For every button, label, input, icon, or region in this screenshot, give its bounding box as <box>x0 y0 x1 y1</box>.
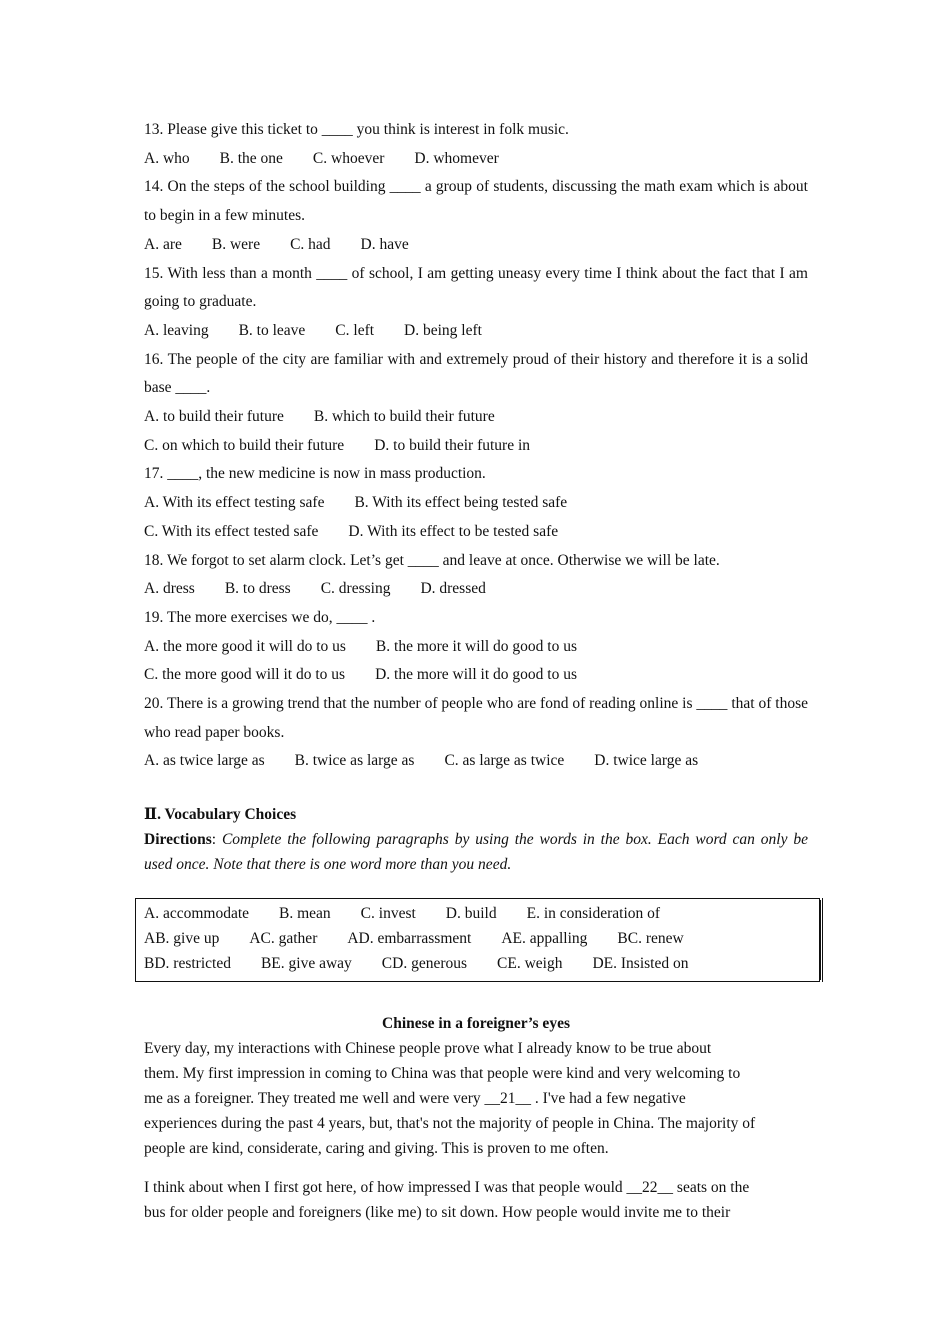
passage-line: I think about when I first got here, of how impressed I was that people would __22__ seats on the <box>144 1179 750 1196</box>
question-stem: 16. The people of the city are familiar with and extremely proud of their history and therefore it is a solid base ____. <box>144 350 808 397</box>
option: D. the more will it do good to us <box>375 666 577 684</box>
word-choice: B. mean <box>279 905 331 922</box>
option-row <box>144 518 808 547</box>
option-row <box>144 231 808 260</box>
word-choice: AC. gather <box>249 930 318 947</box>
option: B. the one <box>219 149 283 167</box>
word-choice: AD. embarrassment <box>347 930 472 947</box>
question-stem: 13. Please give this ticket to ____ you think is interest in folk music. <box>144 121 569 138</box>
word-choice: CE. weigh <box>497 955 563 972</box>
word-choice: BD. restricted <box>144 955 231 972</box>
option-row <box>144 317 808 346</box>
option: D. twice large as <box>594 752 699 770</box>
passage-paragraph <box>144 1036 808 1161</box>
option-row <box>144 145 808 174</box>
option: A. are <box>144 235 182 253</box>
directions-text: Complete the following paragraphs by using the words in the box. Each word can only be used once. Note that there is one word more than you need. <box>144 831 808 874</box>
passage-line: me as a foreigner. They treated me well and were very __21__ . I've had a few negative <box>144 1090 686 1107</box>
option: D. whomever <box>414 149 499 167</box>
option: C. had <box>290 235 331 253</box>
option: C. on which to build their future <box>144 436 345 454</box>
word-choice: A. accommodate <box>144 905 250 922</box>
option: C. whoever <box>312 149 385 167</box>
option-row <box>144 432 808 461</box>
option: A. to build their future <box>144 408 284 426</box>
option: B. to dress <box>224 580 291 598</box>
passage-line: bus for older people and foreigners (like me) to sit down. How people would invite me to their <box>144 1204 731 1221</box>
word-box <box>135 898 820 982</box>
option-row <box>144 747 808 776</box>
question-list <box>144 116 808 877</box>
word-choice: BC. renew <box>617 930 684 947</box>
option: B. to leave <box>238 321 306 339</box>
option-row <box>144 575 808 604</box>
word-choice: D. build <box>445 905 497 922</box>
option: B. which to build their future <box>313 408 495 426</box>
directions-label: Directions <box>144 831 212 849</box>
option-row <box>144 661 808 690</box>
question-stem: 19. The more exercises we do, ____ . <box>144 608 376 626</box>
option: C. left <box>335 321 375 339</box>
word-choice: CD. generous <box>381 955 468 972</box>
option-row <box>144 633 808 662</box>
option: A. as twice large as <box>144 752 265 770</box>
passage-title: Chinese in a foreigner’s eyes <box>382 1015 570 1032</box>
word-row <box>144 926 819 951</box>
passage-line: people are kind, considerate, caring and giving. This is proven to me often. <box>144 1140 609 1157</box>
option: D. being left <box>404 321 482 339</box>
option: D. have <box>360 235 409 253</box>
question-stem: 14. On the steps of the school building ____ a group of students, discussing the math exam which is about to begin in a few minutes. <box>144 178 808 225</box>
option-row <box>144 403 808 432</box>
option: C. With its effect tested safe <box>144 522 319 540</box>
option: A. who <box>144 149 190 167</box>
passage <box>144 1011 808 1239</box>
section-title: Ⅱ. Vocabulary Choices <box>144 806 297 824</box>
option: A. the more good it will do to us <box>144 637 346 655</box>
word-choice: AE. appalling <box>501 930 588 947</box>
word-choice: E. in consideration of <box>526 905 661 922</box>
option: D. With its effect to be tested safe <box>348 522 559 540</box>
passage-line: experiences during the past 4 years, but, that's not the majority of people in China. The majority of <box>144 1115 756 1132</box>
option: A. dress <box>144 580 195 598</box>
passage-line: Every day, my interactions with Chinese people prove what I already know to be true about <box>144 1040 712 1057</box>
question-stem: 20. There is a growing trend that the number of people who are fond of reading online is ____ that of those who read paper books. <box>144 695 808 741</box>
word-choice: BE. give away <box>260 955 352 972</box>
option: D. to build their future in <box>374 436 531 454</box>
option: A. With its effect testing safe <box>144 494 325 512</box>
option: C. the more good will it do to us <box>144 666 346 684</box>
passage-line: them. My first impression in coming to China was that people were kind and very welcoming to <box>144 1065 741 1082</box>
option: C. dressing <box>320 580 391 598</box>
option: B. were <box>211 235 261 253</box>
option: D. dressed <box>420 580 486 598</box>
option: B. With its effect being tested safe <box>354 494 568 512</box>
option: A. leaving <box>144 321 209 339</box>
question-stem: 18. We forgot to set alarm clock. Let’s get ____ and leave at once. Otherwise we will be late. <box>144 551 720 569</box>
option-row <box>144 489 808 518</box>
option: C. as large as twice <box>444 752 565 770</box>
passage-paragraph <box>144 1175 808 1225</box>
option: B. twice as large as <box>294 752 415 770</box>
word-choice: C. invest <box>360 905 416 922</box>
word-choice: DE. Insisted on <box>592 955 689 972</box>
word-choice: AB. give up <box>144 930 220 947</box>
directions: Directions: Complete the following paragraphs by using the words in the box. Each word can only be used once. Note that there is one word more than you need. <box>144 831 808 874</box>
word-row <box>144 951 819 976</box>
option: B. the more it will do good to us <box>375 637 577 655</box>
question-stem: 17. ____, the new medicine is now in mass production. <box>144 465 486 483</box>
question-stem: 15. With less than a month ____ of school, I am getting uneasy every time I think about the fact that I am going to graduate. <box>144 264 808 311</box>
word-row <box>144 901 819 926</box>
